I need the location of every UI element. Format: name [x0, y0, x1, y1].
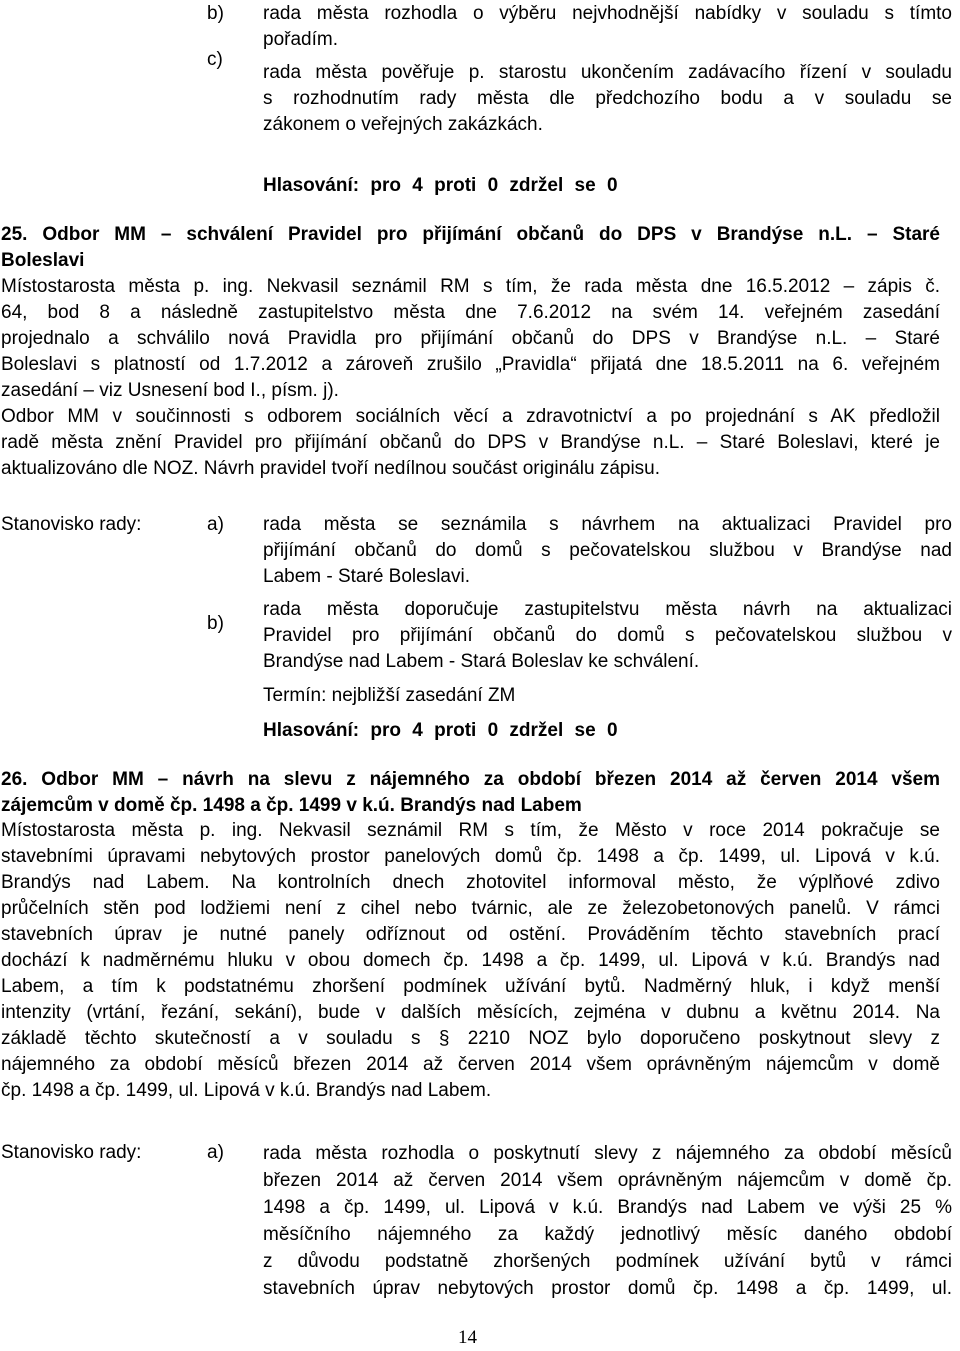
text-line: z důvodu podstatně zhoršených podmínek užívání bytů v rámci — [263, 1251, 952, 1272]
item-heading: 25. Odbor MM – schválení Pravidel pro přijímání občanů do DPS v Brandýse n.L. – Staré — [1, 224, 940, 245]
list-label-a: a) — [207, 1142, 224, 1163]
text-line: Labem, a tím k podstatnému zhoršení podmínek užívání bytů. Nadměrný hluk, i když menší — [1, 976, 940, 997]
text-line: pořadím. — [263, 29, 338, 50]
text-line: čp. 1498 a čp. 1499, ul. Lipová v k.ú. Brandýs nad Labem. — [1, 1080, 492, 1101]
vote-result: Hlasování: pro 4 proti 0 zdržel se 0 — [263, 720, 618, 741]
stanovisko-label: Stanovisko rady: — [1, 1142, 142, 1163]
text-line: Místostarosta města p. ing. Nekvasil seznámil RM s tím, že rada města dne 16.5.2012 – zápis č. — [1, 276, 940, 297]
text-line: 1498 a čp. 1499, ul. Lipová v k.ú. Brandýs nad Labem ve výši 25 % — [263, 1197, 952, 1218]
text-line: rada města doporučuje zastupitelstvu města návrh na aktualizaci — [263, 599, 952, 620]
text-line: Labem - Staré Boleslavi. — [263, 566, 470, 587]
text-line: stavebními úpravami nebytových prostor panelových domů čp. 1498 a čp. 1499, ul. Lipová v k.ú. — [1, 846, 940, 867]
list-label-b: b) — [207, 613, 224, 634]
text-line: aktualizováno dle NOZ. Návrh pravidel tvoří nedílnou součást originálu zápisu. — [1, 458, 661, 479]
item-heading: 26. Odbor MM – návrh na slevu z nájemného za období březen 2014 až červen 2014 všem — [1, 769, 940, 790]
text-line: Brandýs nad Labem. Na kontrolních dnech zhotovitel informoval město, že výplňové zdivo — [1, 872, 940, 893]
text-line: s rozhodnutím rady města dle předchozího bodu a v souladu se — [263, 88, 952, 109]
text-line: projednalo a schválilo nová Pravidla pro přijímání občanů do DPS v Brandýse n.L. – Staré — [1, 328, 940, 349]
text-line: stavebních úprav nebytových prostor domů čp. 1498 a čp. 1499, ul. — [263, 1278, 952, 1299]
item-heading: Boleslavi — [1, 250, 85, 271]
deadline-term: Termín: nejbližší zasedání ZM — [263, 685, 516, 706]
text-line: měsíčního nájemného za každý jednotlivý měsíc daného období — [263, 1224, 952, 1245]
text-line: nájemného za období měsíců březen 2014 až červen 2014 všem oprávněným nájemcům v domě — [1, 1054, 940, 1075]
text-line: 64, bod 8 a následně zastupitelstvo města dne 7.6.2012 na svém 14. veřejném zasedání — [1, 302, 940, 323]
text-line: průčelních stěn pod lodžiemi není z cihel nebo tvárnic, ale ze železobetonových panelů. V rámci — [1, 898, 940, 919]
text-line: rada města se seznámila s návrhem na aktualizaci Pravidel pro — [263, 514, 952, 535]
list-label-b: b) — [207, 3, 224, 24]
stanovisko-label: Stanovisko rady: — [1, 514, 142, 535]
text-line: zákonem o veřejných zakázkách. — [263, 114, 543, 135]
text-line: březen 2014 až červen 2014 všem oprávněným nájemcům v domě čp. — [263, 1170, 952, 1191]
text-line: zasedání – viz Usnesení bod I., písm. j). — [1, 380, 339, 401]
item-heading: zájemcům v domě čp. 1498 a čp. 1499 v k.ú. Brandýs nad Labem — [1, 795, 582, 816]
text-line: Místostarosta města p. ing. Nekvasil seznámil RM s tím, že Město v roce 2014 pokračuje se — [1, 820, 940, 841]
text-line: dochází k nadměrnému hluku v obou domech čp. 1498 a čp. 1499, ul. Lipová v k.ú. Brandýs nad — [1, 950, 940, 971]
list-label-a: a) — [207, 514, 224, 535]
text-line: Boleslavi s platností od 1.7.2012 a zároveň zrušilo „Pravidla“ přijatá dne 18.5.2011 na 6. veřejném — [1, 354, 940, 375]
page-number: 14 — [458, 1327, 477, 1348]
text-line: radě města znění Pravidel pro přijímání občanů do DPS v Brandýse n.L. – Staré Boleslavi, které je — [1, 432, 940, 453]
text-line: základě těchto skutečností a v souladu s § 2210 NOZ bylo doporučeno poskytnout slevy z — [1, 1028, 940, 1049]
text-line: Odbor MM v součinnosti s odborem sociálních věcí a zdravotnictví a po projednání s AK předložil — [1, 406, 940, 427]
text-line: intenzity (vrtání, řezání, sekání), bude v dalších měsících, zejména v dubnu a květnu 2014. Na — [1, 1002, 940, 1023]
text-line: rada města pověřuje p. starostu ukončením zadávacího řízení v souladu — [263, 62, 952, 83]
list-label-c: c) — [207, 49, 223, 70]
text-line: rada města rozhodla o poskytnutí slevy z nájemného za období měsíců — [263, 1143, 952, 1164]
text-line: rada města rozhodla o výběru nejvhodnější nabídky v souladu s tímto — [263, 3, 952, 24]
text-line: stavebních úprav je nutné panely odříznout od ostění. Prováděním těchto stavebních prací — [1, 924, 940, 945]
text-line: přijímání občanů do domů s pečovatelskou službou v Brandýse nad — [263, 540, 952, 561]
vote-result: Hlasování: pro 4 proti 0 zdržel se 0 — [263, 175, 618, 196]
text-line: Brandýse nad Labem - Stará Boleslav ke schválení. — [263, 651, 700, 672]
text-line: Pravidel pro přijímání občanů do domů s pečovatelskou službou v — [263, 625, 952, 646]
